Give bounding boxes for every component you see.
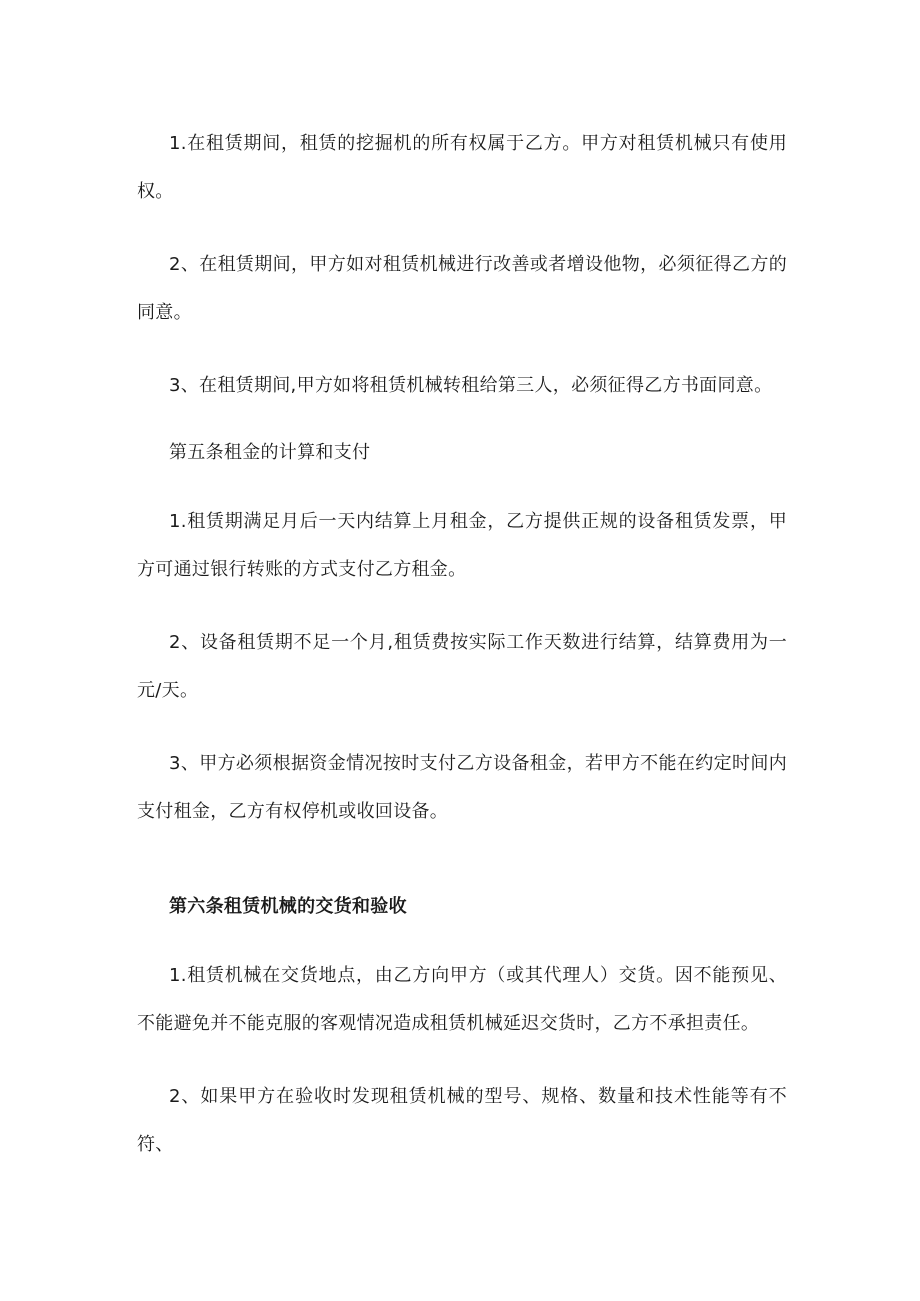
clause-6-item-2: 2、如果甲方在验收时发现租赁机械的型号、规格、数量和技术性能等有不符、 <box>137 1086 787 1155</box>
clause-5-item-3: 3、甲方必须根据资金情况按时支付乙方设备租金，若甲方不能在约定时间内支付租金，乙方有权停机或收回设备。 <box>137 753 787 822</box>
clause-6-heading: 第六条租赁机械的交货和验收 <box>169 896 407 917</box>
clause-4-item-3: 3、在租赁期间,甲方如将租赁机械转租给第三人，必须征得乙方书面同意。 <box>169 375 773 396</box>
clause-4-item-1: 1.在租赁期间，租赁的挖掘机的所有权属于乙方。甲方对租赁机械只有使用权。 <box>137 133 787 202</box>
clause-4-item-2: 2、在租赁期间，甲方如对租赁机械进行改善或者增设他物，必须征得乙方的同意。 <box>137 254 787 323</box>
clause-5-item-1: 1.租赁期满足月后一天内结算上月租金，乙方提供正规的设备租赁发票，甲方可通过银行转账的方式支付乙方租金。 <box>137 511 787 580</box>
clause-5-heading: 第五条租金的计算和支付 <box>169 442 371 463</box>
clause-5-item-2: 2、设备租赁期不足一个月,租赁费按实际工作天数进行结算，结算费用为一元/天。 <box>137 632 787 701</box>
clause-6-item-1: 1.租赁机械在交货地点，由乙方向甲方（或其代理人）交货。因不能预见、不能避免并不能克服的客观情况造成租赁机械延迟交货时，乙方不承担责任。 <box>137 965 787 1034</box>
